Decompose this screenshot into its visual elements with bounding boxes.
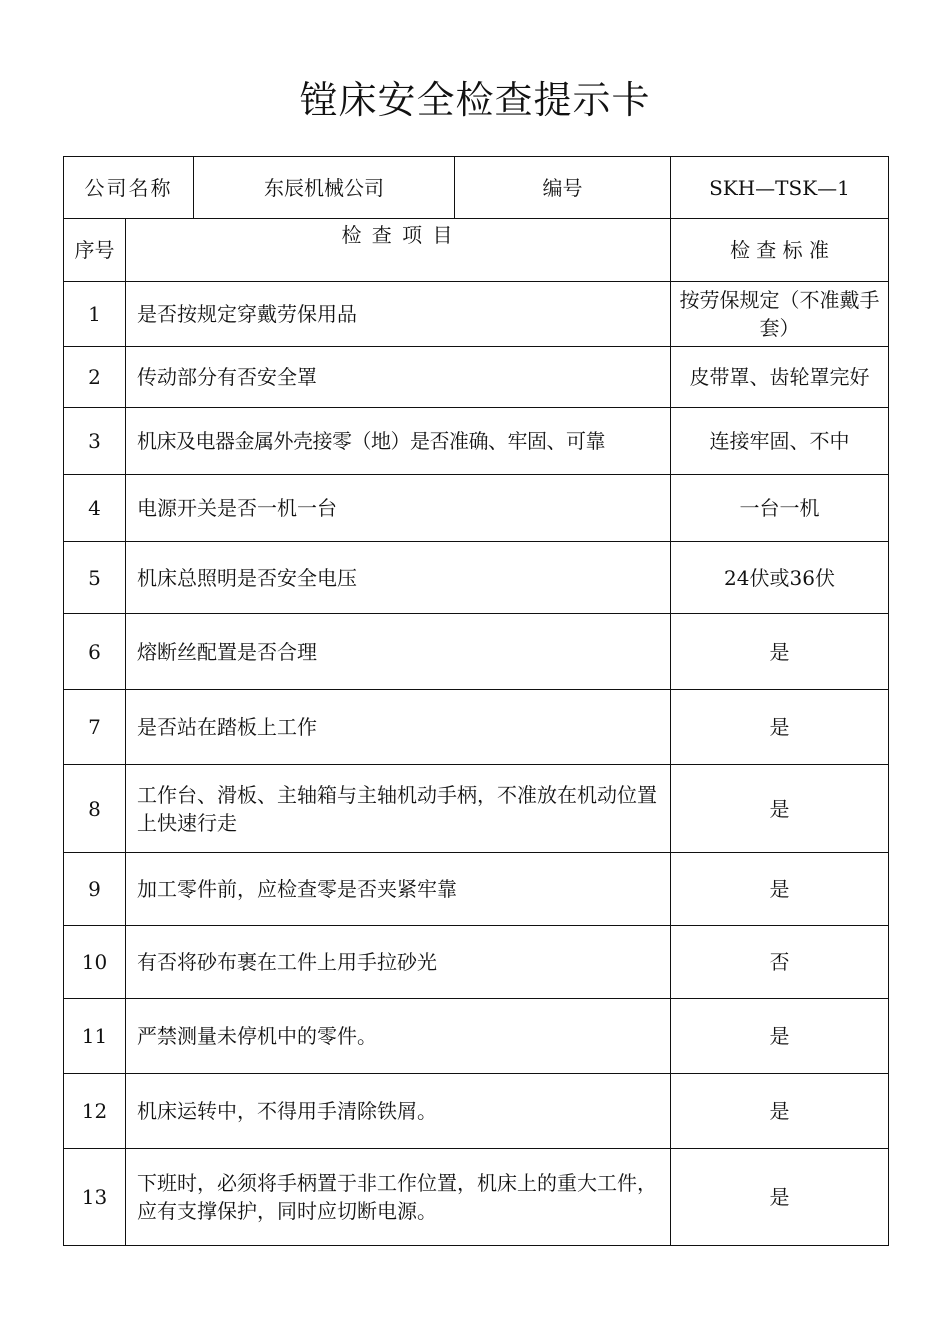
row-item: 传动部分有否安全罩 <box>126 347 671 408</box>
row-standard: 是 <box>671 614 889 690</box>
row-number: 3 <box>64 408 126 475</box>
table-row <box>64 408 889 475</box>
number-label: 编号 <box>455 157 671 219</box>
row-number: 8 <box>64 765 126 853</box>
item-header: 检 查 项 目 <box>126 219 671 282</box>
table-row <box>64 765 889 853</box>
row-number: 9 <box>64 853 126 926</box>
row-standard: 连接牢固、不中 <box>671 408 889 475</box>
number-value: SKH—TSK—1 <box>671 157 889 219</box>
row-number: 12 <box>64 1074 126 1149</box>
row-number: 1 <box>64 282 126 347</box>
row-standard: 一台一机 <box>671 475 889 542</box>
row-number: 7 <box>64 690 126 765</box>
row-standard: 是 <box>671 1149 889 1246</box>
table-row <box>64 614 889 690</box>
table-row <box>64 1149 889 1246</box>
row-number: 4 <box>64 475 126 542</box>
table-row <box>64 999 889 1074</box>
row-standard: 按劳保规定（不准戴手套） <box>671 282 889 347</box>
table-row <box>64 926 889 999</box>
row-number: 10 <box>64 926 126 999</box>
row-item: 机床总照明是否安全电压 <box>126 542 671 614</box>
row-item: 机床运转中，不得用手清除铁屑。 <box>126 1074 671 1149</box>
row-standard: 皮带罩、齿轮罩完好 <box>671 347 889 408</box>
row-item: 加工零件前，应检查零是否夹紧牢靠 <box>126 853 671 926</box>
company-label: 公司名称 <box>64 157 194 219</box>
row-item: 机床及电器金属外壳接零（地）是否准确、牢固、可靠 <box>126 408 671 475</box>
row-standard: 否 <box>671 926 889 999</box>
row-standard: 是 <box>671 690 889 765</box>
row-item: 熔断丝配置是否合理 <box>126 614 671 690</box>
row-number: 5 <box>64 542 126 614</box>
row-number: 2 <box>64 347 126 408</box>
row-number: 13 <box>64 1149 126 1246</box>
index-header: 序号 <box>64 219 126 282</box>
inspection-table <box>63 156 889 1246</box>
page-title: 镗床安全检查提示卡 <box>299 78 651 122</box>
row-standard: 是 <box>671 765 889 853</box>
row-number: 11 <box>64 999 126 1074</box>
row-item: 电源开关是否一机一台 <box>126 475 671 542</box>
row-number: 6 <box>64 614 126 690</box>
header-row <box>64 157 889 219</box>
standard-header: 检 查 标 准 <box>671 219 889 282</box>
row-item: 是否按规定穿戴劳保用品 <box>126 282 671 347</box>
table-row <box>64 690 889 765</box>
column-header-row <box>64 219 889 282</box>
row-standard: 是 <box>671 853 889 926</box>
row-item: 严禁测量未停机中的零件。 <box>126 999 671 1074</box>
row-item: 有否将砂布裹在工件上用手拉砂光 <box>126 926 671 999</box>
row-item: 下班时，必须将手柄置于非工作位置，机床上的重大工件，应有支撑保护，同时应切断电源。 <box>126 1149 671 1246</box>
row-standard: 24伏或36伏 <box>671 542 889 614</box>
table-row <box>64 347 889 408</box>
company-value: 东辰机械公司 <box>194 157 455 219</box>
table-row <box>64 475 889 542</box>
table-row <box>64 542 889 614</box>
row-standard: 是 <box>671 1074 889 1149</box>
row-item: 是否站在踏板上工作 <box>126 690 671 765</box>
table-row <box>64 1074 889 1149</box>
table-row <box>64 853 889 926</box>
row-item: 工作台、滑板、主轴箱与主轴机动手柄，不准放在机动位置上快速行走 <box>126 765 671 853</box>
row-standard: 是 <box>671 999 889 1074</box>
table-row <box>64 282 889 347</box>
